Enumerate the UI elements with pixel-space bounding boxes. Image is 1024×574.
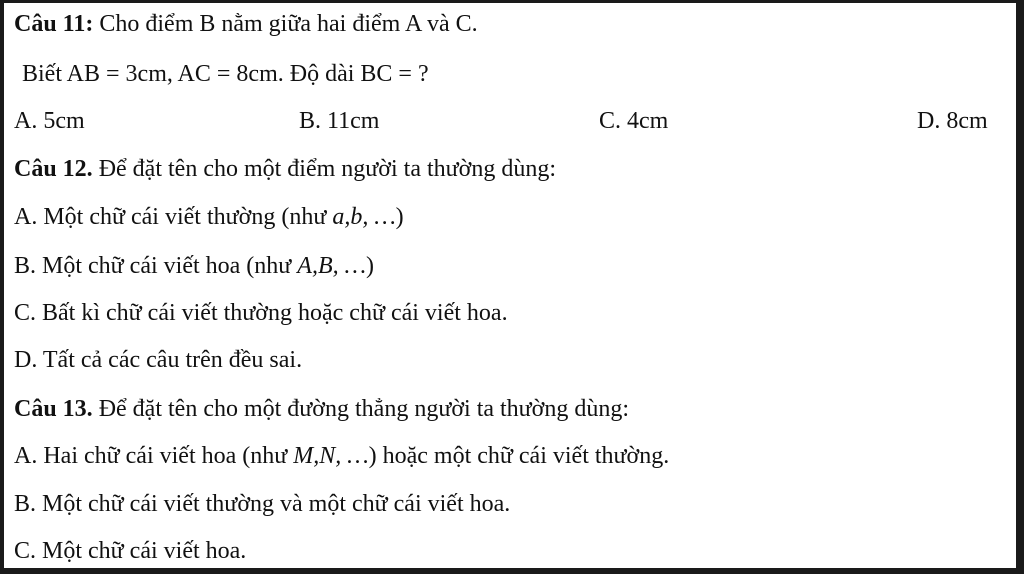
q12-option-b-close: ): [365, 253, 374, 279]
q12-heading: [14, 152, 1010, 186]
q13-option-a[interactable]: [14, 439, 1010, 473]
q12-option-d[interactable]: [14, 343, 1010, 377]
q11-options: [14, 104, 1010, 138]
q12-option-b[interactable]: [14, 249, 1010, 283]
q12-stem: Để đặt tên cho một điểm người ta thường dùng:: [92, 156, 557, 182]
document-page: [4, 3, 1016, 568]
q13-option-a-close: ) hoặc một chữ cái viết thường.: [368, 443, 670, 469]
q11-option-b[interactable]: B. 11cm: [299, 108, 380, 134]
q13-option-c-text: C. Một chữ cái viết hoa.: [14, 538, 247, 564]
q11-given-text: Biết AB = 3cm, AC = 8cm. Độ dài BC = ?: [22, 61, 429, 87]
q13-option-c[interactable]: [14, 534, 1010, 568]
q11-stem: Cho điểm B nằm giữa hai điểm A và C.: [93, 11, 478, 37]
q12-option-b-math: A,B, …: [297, 253, 366, 279]
q13-option-b[interactable]: [14, 487, 1010, 521]
q13-stem: Để đặt tên cho một đường thẳng người ta thường dùng:: [92, 396, 630, 422]
q11-option-d[interactable]: D. 8cm: [917, 108, 988, 134]
q12-option-c-text: C. Bất kì chữ cái viết thường hoặc chữ cái viết hoa.: [14, 300, 508, 326]
q12-option-a-close: ): [395, 204, 404, 230]
q11-given: [22, 57, 1010, 91]
q12-option-c[interactable]: [14, 296, 1010, 330]
q11-heading: [14, 7, 1010, 41]
q13-option-b-text: B. Một chữ cái viết thường và một chữ cái viết hoa.: [14, 491, 511, 517]
q11-option-c[interactable]: C. 4cm: [599, 108, 669, 134]
q12-option-a-math: a,b, …: [332, 204, 396, 230]
q13-option-a-text: A. Hai chữ cái viết hoa (như: [14, 443, 294, 469]
q11-option-a[interactable]: A. 5cm: [14, 108, 85, 134]
q12-label: Câu 12.: [14, 156, 93, 182]
q12-option-a-text: A. Một chữ cái viết thường (như: [14, 204, 333, 230]
q12-option-a[interactable]: [14, 200, 1010, 234]
q13-heading: [14, 392, 1010, 426]
q13-label: Câu 13.: [14, 396, 93, 422]
q12-option-b-text: B. Một chữ cái viết hoa (như: [14, 253, 298, 279]
q12-option-d-text: D. Tất cả các câu trên đều sai.: [14, 347, 303, 373]
q13-option-a-math: M,N, …: [293, 443, 369, 469]
q11-label: Câu 11:: [14, 11, 94, 37]
